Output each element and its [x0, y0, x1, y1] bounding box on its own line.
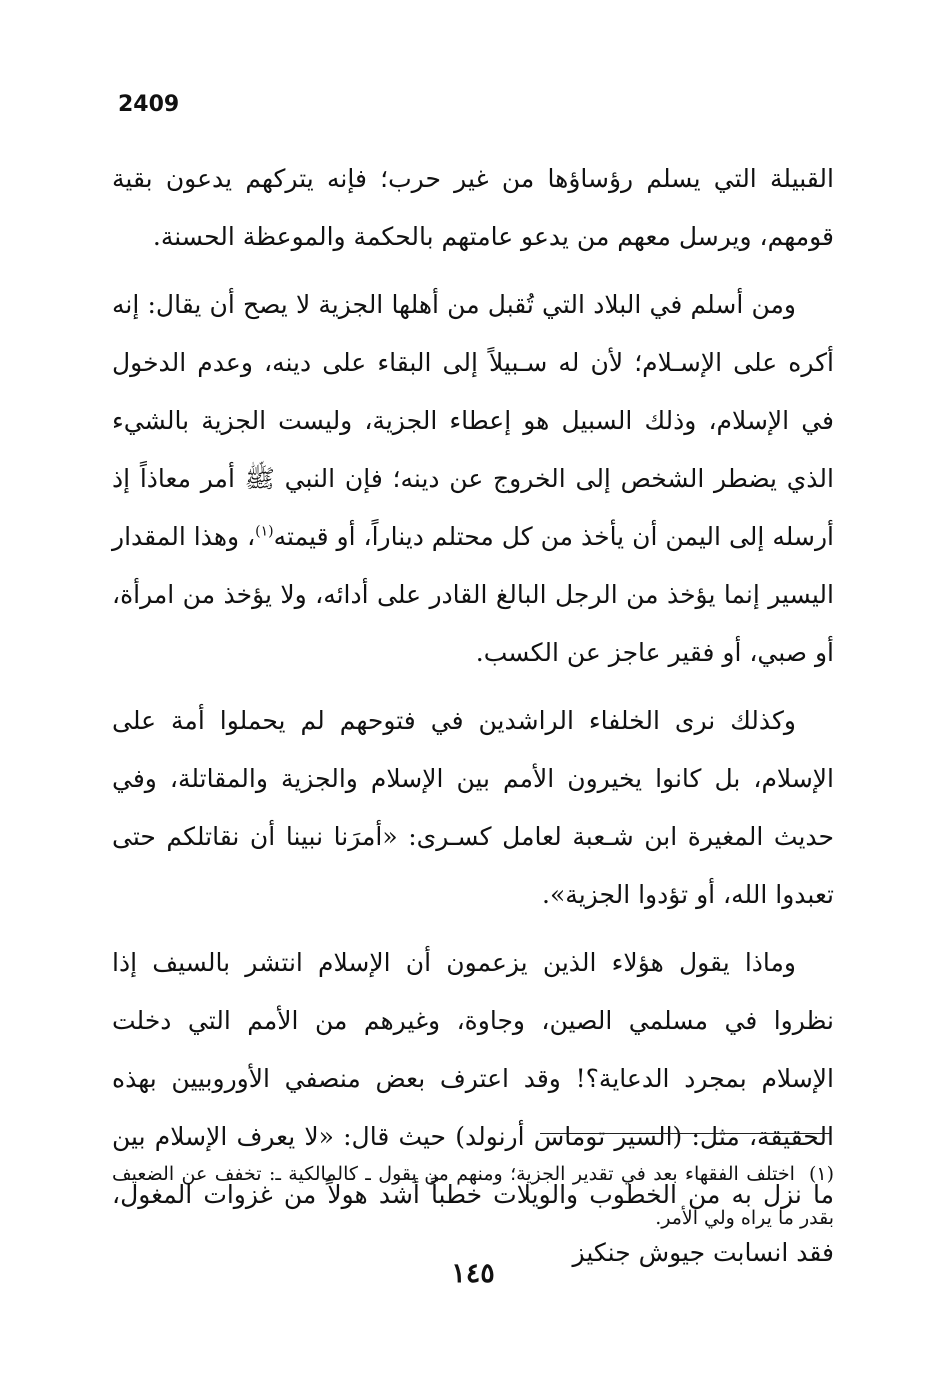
footnote — [112, 1152, 834, 1240]
paragraph-2-text: ومن أسلم في البلاد التي تُقبل من أهلها الجزية لا يصح أن يقال: إنه أكره على الإسـلام؛ لأن له سـبيلاً إلى البقاء على دينه، وعدم الدخول في الإسلام، وذلك السبيل هو إعطاء الجزية، وليست الجزية بالشيء الذي يضطر الشخص إلى الخروج عن دينه؛ فإن النبي ﷺ أمر معاذاً إذ أرسله إلى اليمن أن يأخذ من كل محتلم ديناراً، أو قيمته — [112, 290, 834, 551]
footnote-reference: (١) — [255, 523, 274, 540]
header-page-number: 2409 — [118, 92, 180, 117]
paragraph-2 — [112, 276, 834, 682]
footnote-divider — [540, 1133, 830, 1134]
footer-page-number: ١٤٥ — [451, 1258, 495, 1289]
footnote-text: اختلف الفقهاء بعد في تقدير الجزية؛ ومنهم من يقول ـ كالمالكية ـ: تخفف عن الضعيف بقدر ما يراه ولي الأمر. — [112, 1163, 834, 1229]
footnote-marker: (١) — [808, 1163, 834, 1185]
paragraph-3: وكذلك نرى الخلفاء الراشدين في فتوحهم لم يحملوا أمة على الإسلام، بل كانوا يخيرون الأمم بين الإسلام والجزية والمقاتلة، وفي حديث المغيرة ابن شـعبة لعامل كسـرى: «أمرَنا نبينا أن نقاتلكم حتى تعبدوا الله، أو تؤدوا الجزية». — [112, 706, 834, 909]
paragraph-1: القبيلة التي يسلم رؤساؤها من غير حرب؛ فإنه يتركهم يدعون بقية قومهم، ويرسل معهم من يدعو عامتهم بالحكمة والموعظة الحسنة. — [112, 164, 834, 251]
main-text — [112, 150, 834, 1292]
paragraph-4: وماذا يقول هؤلاء الذين يزعمون أن الإسلام انتشر بالسيف إذا نظروا في مسلمي الصين، وجاوة، وغيرهم من الأمم التي دخلت الإسلام بمجرد الدعاية؟! وقد اعترف بعض منصفي الأوروبيين بهذه الحقيقة، مثل: (السير توماس أرنولد) حيث قال: «لا يعرف الإسلام بين ما نزل به من الخطوب والويلات خطباً أشد هولاً من غزوات المغول، فقد انسابت جيوش جنكيز — [112, 948, 834, 1267]
paragraph-2-continuation: ، وهذا المقدار اليسير إنما يؤخذ من الرجل البالغ القادر على أدائه، ولا يؤخذ من امرأة، أو صبي، أو فقير عاجز عن الكسب. — [112, 522, 834, 667]
